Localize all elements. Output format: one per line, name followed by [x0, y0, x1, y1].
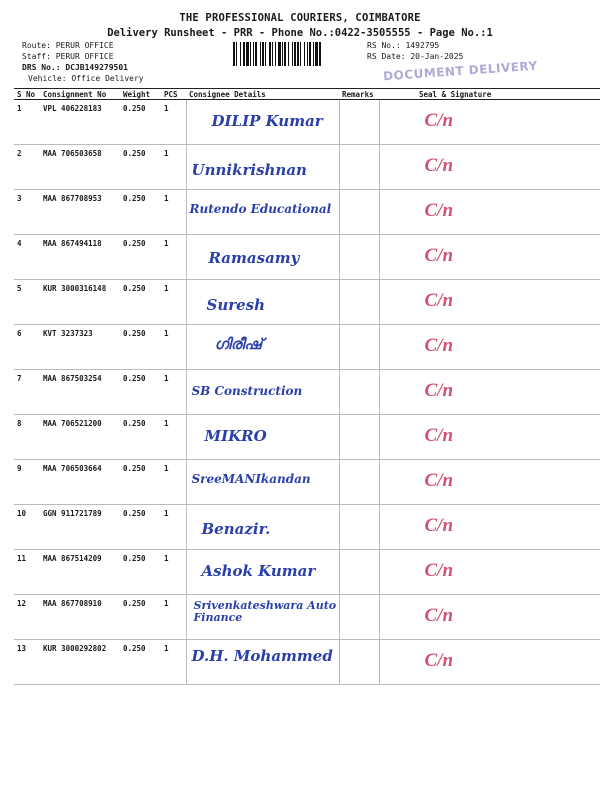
table-header-row: [14, 89, 600, 100]
cell-consignee: [186, 100, 339, 145]
cell-seal-signature: [379, 595, 600, 640]
table-row: [14, 595, 600, 640]
cell-weight: 0.250: [120, 100, 161, 145]
cell-seal-signature: [379, 190, 600, 235]
cell-pcs: 1: [161, 595, 186, 640]
signature-mark: C/n: [424, 470, 454, 491]
cell-seal-signature: [379, 460, 600, 505]
cell-pcs: 1: [161, 370, 186, 415]
cell-remarks: [339, 595, 379, 640]
cell-pcs: 1: [161, 640, 186, 685]
cell-weight: 0.250: [120, 325, 161, 370]
cell-sno: 4: [14, 235, 40, 280]
cell-weight: 0.250: [120, 190, 161, 235]
table-row: [14, 145, 600, 190]
signature-mark: C/n: [424, 200, 454, 221]
signature-mark: C/n: [424, 335, 454, 356]
col-pcs: PCS: [161, 89, 186, 100]
col-remarks: Remarks: [339, 89, 379, 100]
consignee-handwriting: MIKRO: [204, 427, 267, 445]
table-row: [14, 280, 600, 325]
cell-pcs: 1: [161, 505, 186, 550]
cell-sno: 9: [14, 460, 40, 505]
cell-weight: 0.250: [120, 370, 161, 415]
cell-sno: 1: [14, 100, 40, 145]
col-sno: S No: [14, 89, 40, 100]
table-row: [14, 190, 600, 235]
cell-weight: 0.250: [120, 280, 161, 325]
cell-remarks: [339, 640, 379, 685]
table-row: [14, 370, 600, 415]
cell-consignment: MAA 867503254: [40, 370, 120, 415]
cell-sno: 2: [14, 145, 40, 190]
cell-consignee: [186, 640, 339, 685]
staff-label: Staff: PERUR OFFICE: [22, 52, 114, 61]
signature-mark: C/n: [424, 560, 454, 581]
cell-seal-signature: [379, 505, 600, 550]
cell-seal-signature: [379, 235, 600, 280]
cell-consignee: [186, 460, 339, 505]
route-label: Route: PERUR OFFICE: [22, 41, 114, 50]
cell-pcs: 1: [161, 325, 186, 370]
cell-remarks: [339, 145, 379, 190]
cell-weight: 0.250: [120, 235, 161, 280]
cell-consignment: MAA 706503664: [40, 460, 120, 505]
cell-consignee: [186, 505, 339, 550]
consignee-handwriting: Unnikrishnan: [191, 161, 307, 179]
consignee-handwriting: Srivenkateshwara Auto Finance: [193, 599, 337, 624]
cell-pcs: 1: [161, 460, 186, 505]
cell-seal-signature: [379, 370, 600, 415]
cell-consignment: KUR 3000292802: [40, 640, 120, 685]
cell-seal-signature: [379, 100, 600, 145]
cell-pcs: 1: [161, 190, 186, 235]
signature-mark: C/n: [424, 515, 454, 536]
cell-pcs: 1: [161, 550, 186, 595]
cell-consignment: MAA 867708910: [40, 595, 120, 640]
cell-remarks: [339, 100, 379, 145]
cell-sno: 5: [14, 280, 40, 325]
cell-seal-signature: [379, 415, 600, 460]
consignee-handwriting: SB Construction: [191, 384, 303, 398]
consignee-handwriting: D.H. Mohammed: [191, 647, 333, 665]
cell-remarks: [339, 460, 379, 505]
cell-weight: 0.250: [120, 145, 161, 190]
cell-consignee: [186, 280, 339, 325]
cell-consignee: [186, 370, 339, 415]
cell-consignee: [186, 325, 339, 370]
cell-remarks: [339, 415, 379, 460]
signature-mark: C/n: [424, 155, 454, 176]
cell-sno: 12: [14, 595, 40, 640]
vehicle-label: Vehicle: Office Delivery: [28, 74, 144, 83]
cell-pcs: 1: [161, 415, 186, 460]
cell-weight: 0.250: [120, 415, 161, 460]
cell-sno: 11: [14, 550, 40, 595]
consignee-handwriting: Ramasamy: [208, 249, 300, 267]
col-weight: Weight: [120, 89, 161, 100]
cell-weight: 0.250: [120, 550, 161, 595]
cell-seal-signature: [379, 280, 600, 325]
cell-consignment: MAA 867514209: [40, 550, 120, 595]
drs-number: DRS No.: DCJB149279501: [22, 63, 128, 72]
cell-remarks: [339, 235, 379, 280]
cell-remarks: [339, 370, 379, 415]
barcode-bar: [319, 42, 321, 66]
cell-sno: 13: [14, 640, 40, 685]
document-delivery-stamp: DOCUMENT DELIVERY: [382, 58, 539, 84]
cell-consignee: [186, 550, 339, 595]
cell-consignee: [186, 595, 339, 640]
cell-sno: 10: [14, 505, 40, 550]
signature-mark: C/n: [424, 650, 454, 671]
cell-consignee: [186, 235, 339, 280]
rs-date: RS Date: 20-Jan-2025: [367, 52, 464, 61]
cell-seal-signature: [379, 640, 600, 685]
table-row: [14, 640, 600, 685]
col-seal: Seal & Signature: [379, 89, 600, 100]
cell-sno: 3: [14, 190, 40, 235]
table-row: [14, 505, 600, 550]
cell-seal-signature: [379, 325, 600, 370]
table-row: [14, 460, 600, 505]
cell-consignment: MAA 706521200: [40, 415, 120, 460]
document-title: THE PROFESSIONAL COURIERS, COIMBATORE: [179, 12, 421, 24]
cell-consignment: VPL 406228183: [40, 100, 120, 145]
cell-sno: 8: [14, 415, 40, 460]
cell-consignment: GGN 911721789: [40, 505, 120, 550]
signature-mark: C/n: [424, 245, 454, 266]
signature-mark: C/n: [424, 380, 454, 401]
table-row: [14, 100, 600, 145]
cell-pcs: 1: [161, 100, 186, 145]
cell-pcs: 1: [161, 280, 186, 325]
cell-consignment: MAA 867494118: [40, 235, 120, 280]
rs-number: RS No.: 1492795: [367, 41, 440, 50]
cell-consignment: MAA 706503658: [40, 145, 120, 190]
cell-weight: 0.250: [120, 640, 161, 685]
cell-remarks: [339, 325, 379, 370]
consignee-handwriting: Benazir.: [201, 520, 271, 538]
signature-mark: C/n: [424, 290, 454, 311]
cell-weight: 0.250: [120, 505, 161, 550]
consignee-handwriting: ഗിരീഷ്: [214, 335, 263, 353]
table-row: [14, 415, 600, 460]
consignee-handwriting: Ashok Kumar: [201, 562, 316, 580]
col-consignment: Consignment No: [40, 89, 120, 100]
cell-remarks: [339, 190, 379, 235]
consignee-handwriting: Suresh: [206, 296, 266, 314]
cell-seal-signature: [379, 145, 600, 190]
cell-pcs: 1: [161, 235, 186, 280]
barcode: [233, 42, 358, 66]
cell-pcs: 1: [161, 145, 186, 190]
cell-consignment: KVT 3237323: [40, 325, 120, 370]
cell-sno: 6: [14, 325, 40, 370]
signature-mark: C/n: [424, 605, 454, 626]
cell-consignee: [186, 190, 339, 235]
cell-consignee: [186, 415, 339, 460]
table-row: [14, 325, 600, 370]
cell-sno: 7: [14, 370, 40, 415]
cell-consignment: KUR 3000316148: [40, 280, 120, 325]
cell-consignee: [186, 145, 339, 190]
cell-consignment: MAA 867708953: [40, 190, 120, 235]
runsheet-table: [14, 88, 600, 685]
cell-remarks: [339, 280, 379, 325]
consignee-handwriting: SreeMANIkandan: [191, 472, 311, 486]
cell-remarks: [339, 550, 379, 595]
cell-seal-signature: [379, 550, 600, 595]
consignee-handwriting: DILIP Kumar: [211, 112, 323, 130]
col-consignee: Consignee Details: [186, 89, 339, 100]
signature-mark: C/n: [424, 425, 454, 446]
consignee-handwriting: Rutendo Educational: [189, 202, 332, 216]
table-row: [14, 550, 600, 595]
table-row: [14, 235, 600, 280]
signature-mark: C/n: [424, 110, 454, 131]
cell-weight: 0.250: [120, 595, 161, 640]
cell-weight: 0.250: [120, 460, 161, 505]
document-subtitle: Delivery Runsheet - PRR - Phone No.:0422-3505555 - Page No.:1: [107, 27, 493, 39]
cell-remarks: [339, 505, 379, 550]
